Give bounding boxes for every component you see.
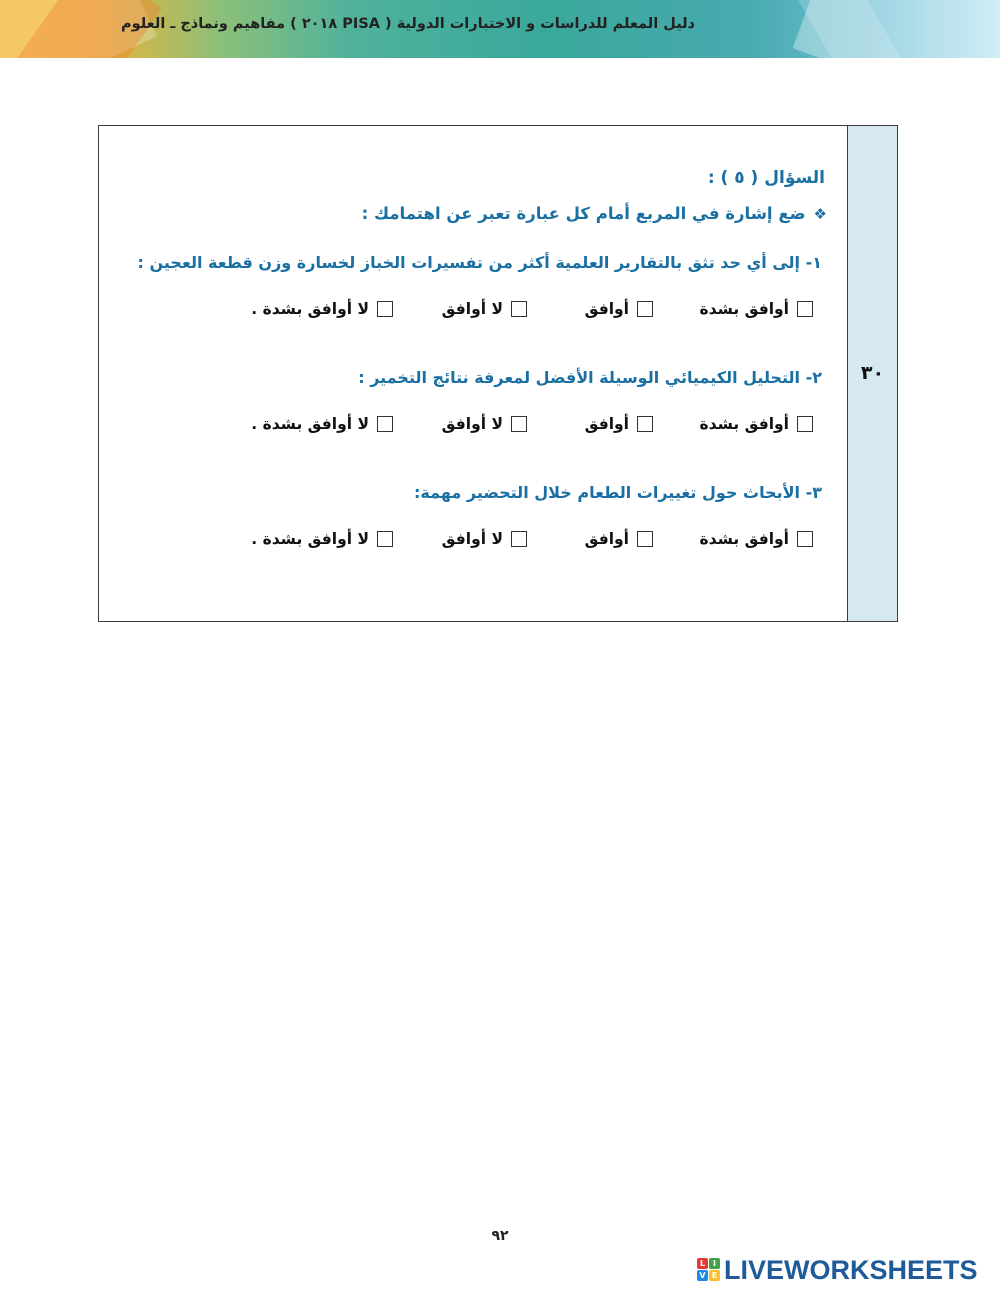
statement-3: ٣- الأبحاث حول تغييرات الطعام خلال التحضير مهمة: bbox=[414, 483, 822, 502]
logo-letter: L bbox=[697, 1258, 708, 1269]
row-number: ٣٠ bbox=[860, 362, 885, 384]
checkbox-icon[interactable] bbox=[511, 416, 527, 432]
option-disagree[interactable] bbox=[442, 300, 527, 318]
option-strongly-disagree[interactable] bbox=[251, 415, 393, 433]
checkbox-icon[interactable] bbox=[511, 531, 527, 547]
option-label: لا أوافق بشدة . bbox=[251, 415, 369, 433]
option-strongly-agree[interactable] bbox=[700, 530, 813, 548]
option-strongly-agree[interactable] bbox=[700, 300, 813, 318]
brand-name: LIVEWORKSHEETS bbox=[724, 1254, 978, 1285]
option-label: أوافق bbox=[584, 415, 629, 433]
header-banner bbox=[0, 0, 1000, 58]
option-disagree[interactable] bbox=[442, 530, 527, 548]
options-row-3 bbox=[223, 530, 813, 554]
option-label: أوافق bbox=[584, 300, 629, 318]
liveworksheets-logo-icon bbox=[697, 1258, 721, 1282]
statement-2: ٢- التحليل الكيميائي الوسيلة الأفضل لمعرفة نتائج التخمير : bbox=[358, 368, 822, 387]
header-title: دليل المعلم للدراسات و الاختبارات الدولية ( PISA ٢٠١٨ ) مفاهيم ونماذج ـ العلوم bbox=[121, 16, 695, 32]
option-disagree[interactable] bbox=[442, 415, 527, 433]
option-label: لا أوافق bbox=[441, 530, 503, 548]
option-strongly-disagree[interactable] bbox=[251, 300, 393, 318]
option-agree[interactable] bbox=[585, 530, 653, 548]
liveworksheets-brand[interactable] bbox=[697, 1256, 978, 1284]
option-agree[interactable] bbox=[585, 300, 653, 318]
options-row-2 bbox=[223, 415, 813, 439]
checkbox-icon[interactable] bbox=[637, 301, 653, 317]
option-strongly-agree[interactable] bbox=[700, 415, 813, 433]
option-label: لا أوافق bbox=[441, 415, 503, 433]
option-label: أوافق بشدة bbox=[699, 530, 789, 548]
checkbox-icon[interactable] bbox=[377, 416, 393, 432]
checkbox-icon[interactable] bbox=[797, 531, 813, 547]
statement-1: ١- إلى أي حد تثق بالتقارير العلمية أكثر من تفسيرات الخباز لخسارة وزن قطعة العجين : bbox=[137, 253, 822, 272]
checkbox-icon[interactable] bbox=[797, 416, 813, 432]
logo-letter: V bbox=[697, 1270, 708, 1281]
row-number-column bbox=[847, 126, 897, 621]
checkbox-icon[interactable] bbox=[797, 301, 813, 317]
page-number: ٩٢ bbox=[491, 1228, 509, 1244]
checkbox-icon[interactable] bbox=[377, 301, 393, 317]
instruction bbox=[362, 204, 827, 223]
question-content bbox=[99, 126, 839, 621]
question-title: السؤال ( ٥ ) : bbox=[707, 168, 825, 188]
option-label: لا أوافق بشدة . bbox=[251, 300, 369, 318]
diamond-bullet-icon: ❖ bbox=[813, 205, 827, 223]
option-agree[interactable] bbox=[585, 415, 653, 433]
option-label: لا أوافق bbox=[441, 300, 503, 318]
instruction-text: ضع إشارة في المربع أمام كل عبارة تعبر عن اهتمامك : bbox=[361, 204, 806, 223]
checkbox-icon[interactable] bbox=[637, 416, 653, 432]
option-label: أوافق بشدة bbox=[699, 415, 789, 433]
option-label: أوافق bbox=[584, 530, 629, 548]
option-label: لا أوافق بشدة . bbox=[251, 530, 369, 548]
checkbox-icon[interactable] bbox=[511, 301, 527, 317]
options-row-1 bbox=[223, 300, 813, 324]
option-strongly-disagree[interactable] bbox=[251, 530, 393, 548]
question-table bbox=[98, 125, 898, 622]
checkbox-icon[interactable] bbox=[377, 531, 393, 547]
logo-letter: I bbox=[709, 1258, 720, 1269]
checkbox-icon[interactable] bbox=[637, 531, 653, 547]
logo-letter: E bbox=[709, 1270, 720, 1281]
option-label: أوافق بشدة bbox=[699, 300, 789, 318]
